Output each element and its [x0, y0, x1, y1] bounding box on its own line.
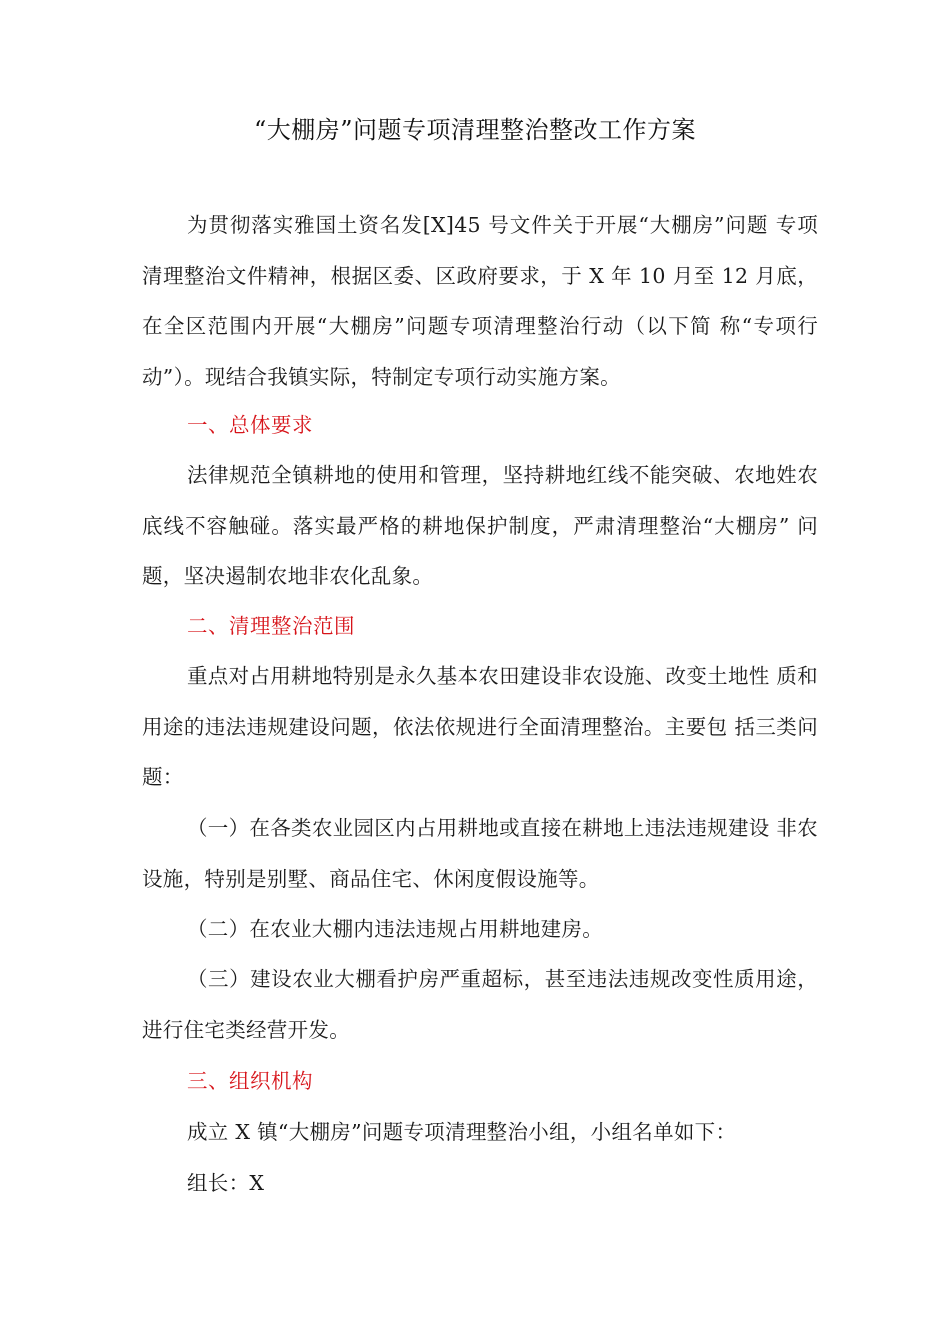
document-title: “大棚房”问题专项清理整治整改工作方案	[253, 116, 697, 144]
paragraph-scope-intro: 重点对占用耕地特别是永久基本农田建设非农设施、改变土地性 质和用途的违法违规建设问题，依法依规进行全面清理整治。主要包 括三类问题：	[142, 664, 818, 789]
paragraph-scope-item-1: （一）在各类农业园区内占用耕地或直接在耕地上违法违规建设 非农设施，特别是别墅、商品住宅、休闲度假设施等。	[142, 816, 818, 891]
paragraph-organization-intro: 成立 X 镇“大棚房”问题专项清理整治小组，小组名单如下：	[187, 1120, 737, 1144]
section-heading-organization: 三、组织机构	[187, 1069, 313, 1093]
section-heading-scope: 二、清理整治范围	[187, 614, 355, 638]
paragraph-scope-item-3: （三）建设农业大棚看护房严重超标，甚至违法违规改变性质用途，进行住宅类经营开发。	[142, 967, 818, 1042]
paragraph-overall-requirements: 法律规范全镇耕地的使用和管理，坚持耕地红线不能突破、农地姓农 底线不容触碰。落实最严格的耕地保护制度，严肃清理整治“大棚房” 问题，坚决遏制农地非农化乱象。	[142, 463, 818, 588]
intro-paragraph: 为贯彻落实雅国土资名发[X]45 号文件关于开展“大棚房”问题 专项清理整治文件精神，根据区委、区政府要求，于 X 年 10 月至 12 月底，在全区范围内开展“大棚房”问题专项清理整治行动（以下简 称“专项行动”）。现结合我镇实际，特制定专项行动实施方案。	[142, 213, 818, 389]
paragraph-group-leader: 组长：X	[187, 1171, 265, 1195]
section-heading-overall-requirements: 一、总体要求	[187, 413, 313, 437]
paragraph-scope-item-2: （二）在农业大棚内违法违规占用耕地建房。	[187, 917, 603, 941]
